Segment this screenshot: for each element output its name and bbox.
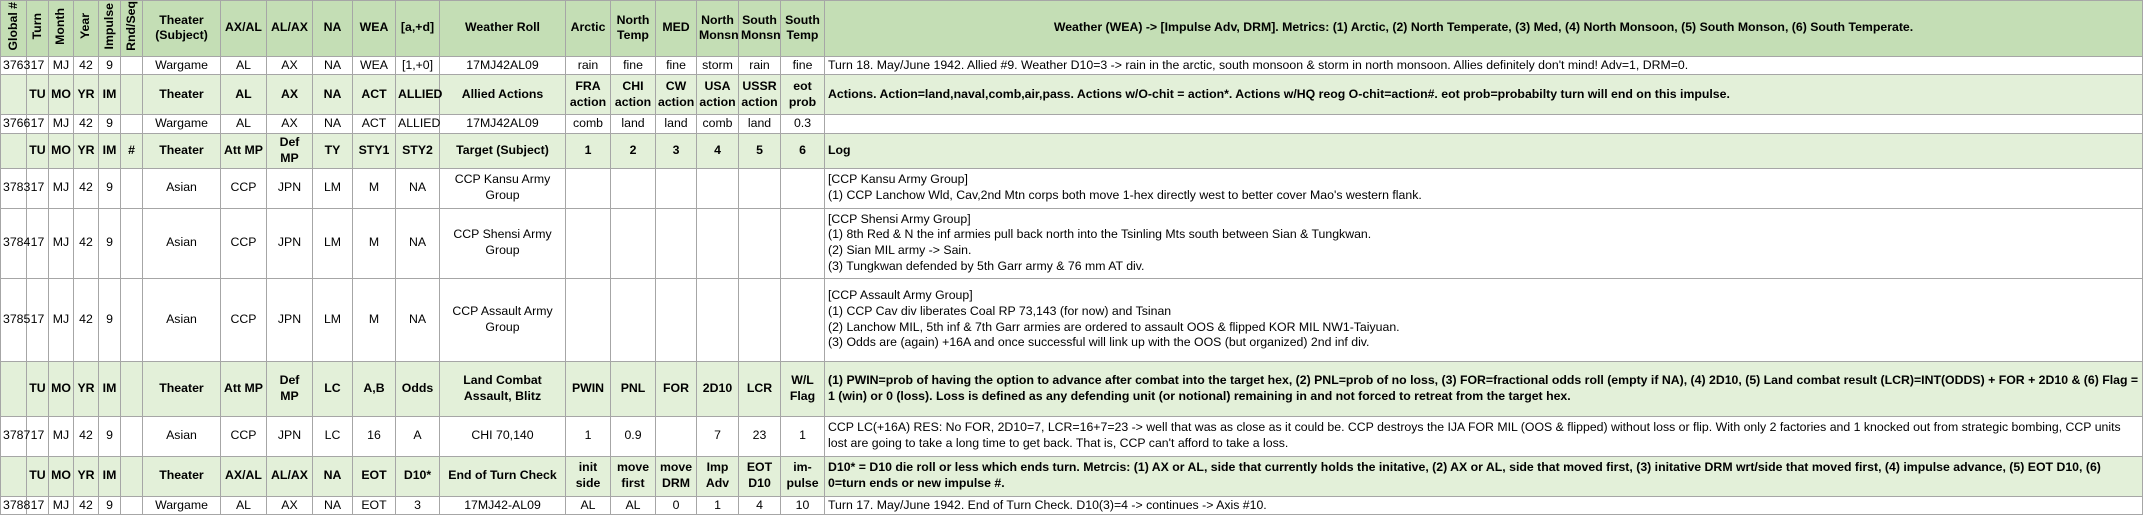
subheader-cell[interactable]: 6	[781, 134, 825, 168]
table-row	[1, 208, 2143, 278]
subheader-cell[interactable]: EOT D10	[739, 456, 781, 496]
subheader-cell[interactable]: 5	[739, 134, 781, 168]
cell[interactable]: rain	[566, 56, 611, 75]
log-cell[interactable]	[825, 278, 2143, 361]
log-line: (2) Sian MIL army -> Sain.	[828, 243, 972, 258]
subheader-cell[interactable]: Def MP	[267, 361, 313, 416]
cell[interactable]: 17	[27, 416, 49, 456]
cell[interactable]: 3788	[1, 496, 27, 515]
cell[interactable]: rain	[739, 56, 781, 75]
log-cell[interactable]: CCP LC(+16A) RES: No FOR, 2D10=7, LCR=16+7=23 -> well that was as close as it could be. CCP destroys the IJA FOR MIL (OOS & flipped) without loss or flip. With only 2 factories and 1 knocked out from strategic bombing, CCP units lost are going to take a long time to get back. That is, CCP can't afford to take a loss.	[825, 416, 2143, 456]
subheader-cell[interactable]: AL/AX	[267, 456, 313, 496]
cell[interactable]: [1,+0]	[396, 56, 440, 75]
subheader-cell[interactable]: IM	[99, 361, 121, 416]
cell[interactable]: fine	[611, 56, 656, 75]
cell[interactable]	[739, 278, 781, 361]
subheader-cell[interactable]: A,B	[353, 361, 396, 416]
cell[interactable]	[121, 56, 143, 75]
cell[interactable]: AX	[267, 496, 313, 515]
header-cell-ad[interactable]: [a,+d]	[396, 1, 440, 57]
subheader-cell[interactable]: AX	[267, 75, 313, 115]
cell[interactable]: 42	[74, 56, 99, 75]
cell[interactable]: 7	[697, 416, 739, 456]
cell[interactable]: 17	[27, 208, 49, 278]
cell[interactable]: 3784	[1, 208, 27, 278]
cell[interactable]: CCP	[221, 208, 267, 278]
subheader-cell[interactable]: USA action	[697, 75, 739, 115]
cell[interactable]: AL	[566, 496, 611, 515]
cell[interactable]: 10	[781, 496, 825, 515]
cell[interactable]: 42	[74, 168, 99, 208]
cell[interactable]: 17	[27, 56, 49, 75]
header-cell-na[interactable]: NA	[313, 1, 353, 57]
log-line: [CCP Assault Army Group]	[828, 288, 973, 303]
subheader-cell[interactable]: FRA action	[566, 75, 611, 115]
cell[interactable]: 17	[27, 168, 49, 208]
cell[interactable]	[697, 208, 739, 278]
subheader-cell[interactable]	[121, 75, 143, 115]
log-line: (2) Lanchow MIL, 5th inf & 7th Garr armies are ordered to assault OOS & flipped KOR MIL NW1-Taiyuan.	[828, 319, 1400, 334]
subheader-cell[interactable]: AX/AL	[221, 456, 267, 496]
subheader-cell[interactable]: move first	[611, 456, 656, 496]
cell[interactable]: fine	[656, 56, 697, 75]
subheader-cell[interactable]: IM	[99, 134, 121, 168]
log-line: (1) CCP Cav div liberates Coal RP 73,143 (for now) and Tsinan	[828, 303, 1172, 318]
cell[interactable]: 0.3	[781, 115, 825, 134]
subheader-cell[interactable]: Att MP	[221, 361, 267, 416]
cell[interactable]: 42	[74, 496, 99, 515]
subheader-cell[interactable]	[1, 361, 27, 416]
subheader-cell[interactable]: 2	[611, 134, 656, 168]
cell[interactable]: 17MJ42AL09	[440, 115, 566, 134]
subheader-cell[interactable]: PNL	[611, 361, 656, 416]
cell[interactable]: LM	[313, 168, 353, 208]
subheader-cell[interactable]: Land Combat Assault, Blitz	[440, 361, 566, 416]
subheader-cell[interactable]	[1, 134, 27, 168]
subheader-cell[interactable]: CW action	[656, 75, 697, 115]
cell[interactable]: 1	[697, 496, 739, 515]
cell[interactable]: 9	[99, 416, 121, 456]
cell[interactable]: Wargame	[143, 115, 221, 134]
table-row	[1, 56, 2143, 75]
subheader-cell[interactable]: ACT	[353, 75, 396, 115]
subheader-cell[interactable]: MO	[49, 456, 74, 496]
subheader-cell[interactable]: TY	[313, 134, 353, 168]
cell[interactable]: WEA	[353, 56, 396, 75]
cell[interactable]	[611, 278, 656, 361]
header-cell-theater[interactable]: Theater (Subject)	[143, 1, 221, 57]
cell[interactable]: 9	[99, 496, 121, 515]
cell[interactable]	[121, 416, 143, 456]
log-line: [CCP Shensi Army Group]	[828, 211, 971, 226]
cell[interactable]: JPN	[267, 416, 313, 456]
subheader-cell[interactable]: TU	[27, 134, 49, 168]
subheader-cell[interactable]: 1	[566, 134, 611, 168]
subheader-cell[interactable]: MO	[49, 75, 74, 115]
cell[interactable]: AL	[611, 496, 656, 515]
cell[interactable]: M	[353, 168, 396, 208]
cell[interactable]: LM	[313, 278, 353, 361]
subheader-cell[interactable]: 3	[656, 134, 697, 168]
cell[interactable]: LC	[313, 416, 353, 456]
cell[interactable]	[697, 168, 739, 208]
subheader-cell[interactable]: IM	[99, 75, 121, 115]
subheader-cell[interactable]: ALLIED	[396, 75, 440, 115]
subheader-cell[interactable]	[1, 75, 27, 115]
cell[interactable]: AX	[267, 56, 313, 75]
subheader-cell[interactable]: MO	[49, 134, 74, 168]
cell[interactable]: storm	[697, 56, 739, 75]
header-cell-al-ax[interactable]: AL/AX	[267, 1, 313, 57]
cell[interactable]: MJ	[49, 56, 74, 75]
cell[interactable]: M	[353, 278, 396, 361]
cell[interactable]: 1	[566, 416, 611, 456]
cell[interactable]: 16	[353, 416, 396, 456]
cell[interactable]: 0.9	[611, 416, 656, 456]
subheader-row-log	[1, 134, 2143, 168]
cell[interactable]: 42	[74, 278, 99, 361]
subheader-cell[interactable]: TU	[27, 456, 49, 496]
cell[interactable]: MJ	[49, 496, 74, 515]
subheader-cell[interactable]: End of Turn Check	[440, 456, 566, 496]
header-cell-impulse[interactable]: Impulse	[99, 1, 121, 57]
cell[interactable]: 3783	[1, 168, 27, 208]
cell[interactable]: LM	[313, 208, 353, 278]
subheader-cell[interactable]: Theater	[143, 361, 221, 416]
cell[interactable]: MJ	[49, 278, 74, 361]
subheader-cell[interactable]: YR	[74, 134, 99, 168]
cell[interactable]: CCP Shensi Army Group	[440, 208, 566, 278]
cell[interactable]: A	[396, 416, 440, 456]
cell[interactable]: NA	[396, 168, 440, 208]
cell[interactable]: land	[611, 115, 656, 134]
cell[interactable]: NA	[313, 56, 353, 75]
cell[interactable]: Wargame	[143, 56, 221, 75]
cell[interactable]: AL	[221, 496, 267, 515]
log-cell[interactable]	[825, 115, 2143, 134]
cell[interactable]: 9	[99, 208, 121, 278]
subheader-cell[interactable]	[121, 361, 143, 416]
cell[interactable]: land	[739, 115, 781, 134]
cell[interactable]: comb	[697, 115, 739, 134]
subheader-cell[interactable]: LC	[313, 361, 353, 416]
subheader-row-combat	[1, 361, 2143, 416]
cell[interactable]: 9	[99, 115, 121, 134]
cell[interactable]: 9	[99, 56, 121, 75]
cell[interactable]: land	[656, 115, 697, 134]
table-row	[1, 496, 2143, 515]
cell[interactable]: NA	[396, 278, 440, 361]
cell[interactable]: CCP	[221, 278, 267, 361]
cell[interactable]: 17	[27, 278, 49, 361]
log-cell[interactable]	[825, 168, 2143, 208]
subheader-log-cell[interactable]: Log	[825, 134, 2143, 168]
subheader-cell[interactable]: 4	[697, 134, 739, 168]
cell[interactable]	[781, 278, 825, 361]
subheader-log-cell[interactable]: D10* = D10 die roll or less which ends turn. Metrcis: (1) AX or AL, side that currently holds the initative, (2) AX or AL, side that moved first, (3) initative DRM wrt/side that moved first, (4) impulse advance, (5) EOT D10, (6) 0=turn ends or new impulse #.	[825, 456, 2143, 496]
header-cell-month[interactable]: Month	[49, 1, 74, 57]
cell[interactable]: EOT	[353, 496, 396, 515]
subheader-cell[interactable]: FOR	[656, 361, 697, 416]
log-cell[interactable]: Turn 17. May/June 1942. End of Turn Check. D10(3)=4 -> continues -> Axis #10.	[825, 496, 2143, 515]
cell[interactable]: 1	[781, 416, 825, 456]
header-cell-log[interactable]: Weather (WEA) -> [Impulse Adv, DRM]. Metrics: (1) Arctic, (2) North Temperate, (3) Med, (4) North Monsoon, (5) South Monson, (6) South Temperate.	[825, 1, 2143, 57]
cell[interactable]: 9	[99, 278, 121, 361]
cell[interactable]	[656, 416, 697, 456]
cell[interactable]: CCP	[221, 168, 267, 208]
cell[interactable]: CCP	[221, 416, 267, 456]
cell[interactable]: CHI 70,140	[440, 416, 566, 456]
subheader-cell[interactable]: USSR action	[739, 75, 781, 115]
cell[interactable]: 3787	[1, 416, 27, 456]
subheader-cell[interactable]: Theater	[143, 134, 221, 168]
cell[interactable]	[697, 278, 739, 361]
cell[interactable]	[739, 208, 781, 278]
cell[interactable]: MJ	[49, 115, 74, 134]
subheader-cell[interactable]: TU	[27, 361, 49, 416]
header-cell-south-monsn[interactable]: South Monsn	[739, 1, 781, 57]
subheader-cell[interactable]: TU	[27, 75, 49, 115]
subheader-cell[interactable]: MO	[49, 361, 74, 416]
header-cell-ax-al[interactable]: AX/AL	[221, 1, 267, 57]
subheader-cell[interactable]	[1, 456, 27, 496]
cell[interactable]	[656, 168, 697, 208]
log-line: (1) 8th Red & N the inf armies pull back north into the Tsinling Mts south between Sian & Tungkwan.	[828, 227, 1372, 242]
cell[interactable]	[121, 115, 143, 134]
subheader-cell[interactable]: PWIN	[566, 361, 611, 416]
cell[interactable]	[566, 208, 611, 278]
subheader-cell[interactable]: YR	[74, 75, 99, 115]
subheader-cell[interactable]: LCR	[739, 361, 781, 416]
subheader-cell[interactable]: Theater	[143, 456, 221, 496]
cell[interactable]: Asian	[143, 168, 221, 208]
subheader-cell[interactable]: 2D10	[697, 361, 739, 416]
subheader-cell[interactable]: IM	[99, 456, 121, 496]
subheader-cell[interactable]: STY2	[396, 134, 440, 168]
subheader-cell[interactable]: CHI action	[611, 75, 656, 115]
cell[interactable]: ALLIED	[396, 115, 440, 134]
subheader-cell[interactable]: EOT	[353, 456, 396, 496]
subheader-cell[interactable]: D10*	[396, 456, 440, 496]
subheader-cell[interactable]: Odds	[396, 361, 440, 416]
subheader-cell[interactable]: move DRM	[656, 456, 697, 496]
cell[interactable]	[121, 496, 143, 515]
cell[interactable]: MJ	[49, 416, 74, 456]
cell[interactable]: AX	[267, 115, 313, 134]
subheader-cell[interactable]: init side	[566, 456, 611, 496]
header-cell-north-temp[interactable]: North Temp	[611, 1, 656, 57]
cell[interactable]: NA	[313, 115, 353, 134]
cell[interactable]: 3766	[1, 115, 27, 134]
cell[interactable]: 3	[396, 496, 440, 515]
subheader-row-actions	[1, 75, 2143, 115]
cell[interactable]: Asian	[143, 208, 221, 278]
subheader-log-cell[interactable]: (1) PWIN=prob of having the option to advance after combat into the target hex, (2) PNL=prob of no loss, (3) FOR=fractional odds roll (empty if NA), (4) 2D10, (5) Land combat result (LCR)=INT(ODDS) + FOR + 2D10 & (6) Flag = 1 (win) or 0 (loss). Loss is defined as any defending unit (or notional) remaining in and not forced to retreat from the target hex.	[825, 361, 2143, 416]
header-cell-global[interactable]: Global #	[1, 1, 27, 57]
subheader-cell[interactable]	[121, 456, 143, 496]
cell[interactable]: NA	[396, 208, 440, 278]
cell[interactable]: fine	[781, 56, 825, 75]
cell[interactable]: Wargame	[143, 496, 221, 515]
header-cell-turn[interactable]: Turn	[27, 1, 49, 57]
header-cell-year[interactable]: Year	[74, 1, 99, 57]
cell[interactable]: 17	[27, 115, 49, 134]
cell[interactable]	[781, 168, 825, 208]
cell[interactable]: 9	[99, 168, 121, 208]
header-row	[1, 1, 2143, 57]
cell[interactable]: JPN	[267, 208, 313, 278]
header-cell-south-temp[interactable]: South Temp	[781, 1, 825, 57]
cell[interactable]	[611, 208, 656, 278]
subheader-cell[interactable]: STY1	[353, 134, 396, 168]
cell[interactable]: CCP Kansu Army Group	[440, 168, 566, 208]
log-line: (3) Odds are (again) +16A and once successful will link up with the OOS (but organized) 2nd inf div.	[828, 335, 1370, 350]
subheader-cell[interactable]: YR	[74, 456, 99, 496]
log-cell[interactable]: Turn 18. May/June 1942. Allied #9. Weather D10=3 -> rain in the arctic, south monsoon & storm in north monsoon. Allies definitely don't mind! Adv=1, DRM=0.	[825, 56, 2143, 75]
subheader-cell[interactable]: eot prob	[781, 75, 825, 115]
subheader-cell[interactable]: Att MP	[221, 134, 267, 168]
subheader-cell[interactable]: NA	[313, 456, 353, 496]
subheader-cell[interactable]: Def MP	[267, 134, 313, 168]
subheader-cell[interactable]: NA	[313, 75, 353, 115]
subheader-row-eot	[1, 456, 2143, 496]
cell[interactable]: Asian	[143, 278, 221, 361]
cell[interactable]: 42	[74, 208, 99, 278]
table-row	[1, 278, 2143, 361]
header-cell-arctic[interactable]: Arctic	[566, 1, 611, 57]
cell[interactable]: M	[353, 208, 396, 278]
cell[interactable]	[121, 278, 143, 361]
subheader-cell[interactable]: Target (Subject)	[440, 134, 566, 168]
cell[interactable]	[739, 168, 781, 208]
cell[interactable]: 0	[656, 496, 697, 515]
cell[interactable]: 3785	[1, 278, 27, 361]
cell[interactable]: comb	[566, 115, 611, 134]
log-cell[interactable]	[825, 208, 2143, 278]
cell[interactable]: NA	[313, 496, 353, 515]
cell[interactable]	[566, 278, 611, 361]
header-cell-wea[interactable]: WEA	[353, 1, 396, 57]
cell[interactable]	[121, 208, 143, 278]
log-line: (1) CCP Lanchow Wld, Cav,2nd Mtn corps both move 1-hex directly west to better cover Mao's western flank.	[828, 188, 1422, 203]
cell[interactable]: 4	[739, 496, 781, 515]
cell[interactable]: 42	[74, 416, 99, 456]
subheader-cell[interactable]: AL	[221, 75, 267, 115]
cell[interactable]: 42	[74, 115, 99, 134]
cell[interactable]: MJ	[49, 168, 74, 208]
cell[interactable]: 3763	[1, 56, 27, 75]
cell[interactable]	[566, 168, 611, 208]
cell[interactable]	[611, 168, 656, 208]
header-cell-weather-roll[interactable]: Weather Roll	[440, 1, 566, 57]
header-cell-med[interactable]: MED	[656, 1, 697, 57]
subheader-cell[interactable]: W/L Flag	[781, 361, 825, 416]
cell[interactable]: JPN	[267, 278, 313, 361]
cell[interactable]	[656, 278, 697, 361]
cell[interactable]	[781, 208, 825, 278]
log-line: (3) Tungkwan defended by 5th Garr army & 76 mm AT div.	[828, 258, 1145, 273]
header-cell-north-monsn[interactable]: North Monsn	[697, 1, 739, 57]
subheader-cell[interactable]: Allied Actions	[440, 75, 566, 115]
table-row	[1, 115, 2143, 134]
cell[interactable]	[121, 168, 143, 208]
subheader-cell[interactable]: #	[121, 134, 143, 168]
cell[interactable]	[656, 208, 697, 278]
subheader-cell[interactable]: Imp Adv	[697, 456, 739, 496]
cell[interactable]: CCP Assault Army Group	[440, 278, 566, 361]
cell[interactable]: 17MJ42-AL09	[440, 496, 566, 515]
cell[interactable]: Asian	[143, 416, 221, 456]
cell[interactable]: AL	[221, 115, 267, 134]
subheader-cell[interactable]: im-pulse	[781, 456, 825, 496]
header-cell-rnd-seq[interactable]: Rnd/Seq	[121, 1, 143, 57]
subheader-cell[interactable]: Theater	[143, 75, 221, 115]
cell[interactable]: MJ	[49, 208, 74, 278]
cell[interactable]: ACT	[353, 115, 396, 134]
cell[interactable]: 23	[739, 416, 781, 456]
cell[interactable]: AL	[221, 56, 267, 75]
cell[interactable]: 17	[27, 496, 49, 515]
table-row	[1, 168, 2143, 208]
cell[interactable]: 17MJ42AL09	[440, 56, 566, 75]
log-line: [CCP Kansu Army Group]	[828, 172, 968, 187]
subheader-cell[interactable]: YR	[74, 361, 99, 416]
cell[interactable]: JPN	[267, 168, 313, 208]
table-row	[1, 416, 2143, 456]
subheader-log-cell[interactable]: Actions. Action=land,naval,comb,air,pass. Actions w/O-chit = action*. Actions w/HQ reog O-chit=action#. eot prob=probabilty turn will end on this impulse.	[825, 75, 2143, 115]
